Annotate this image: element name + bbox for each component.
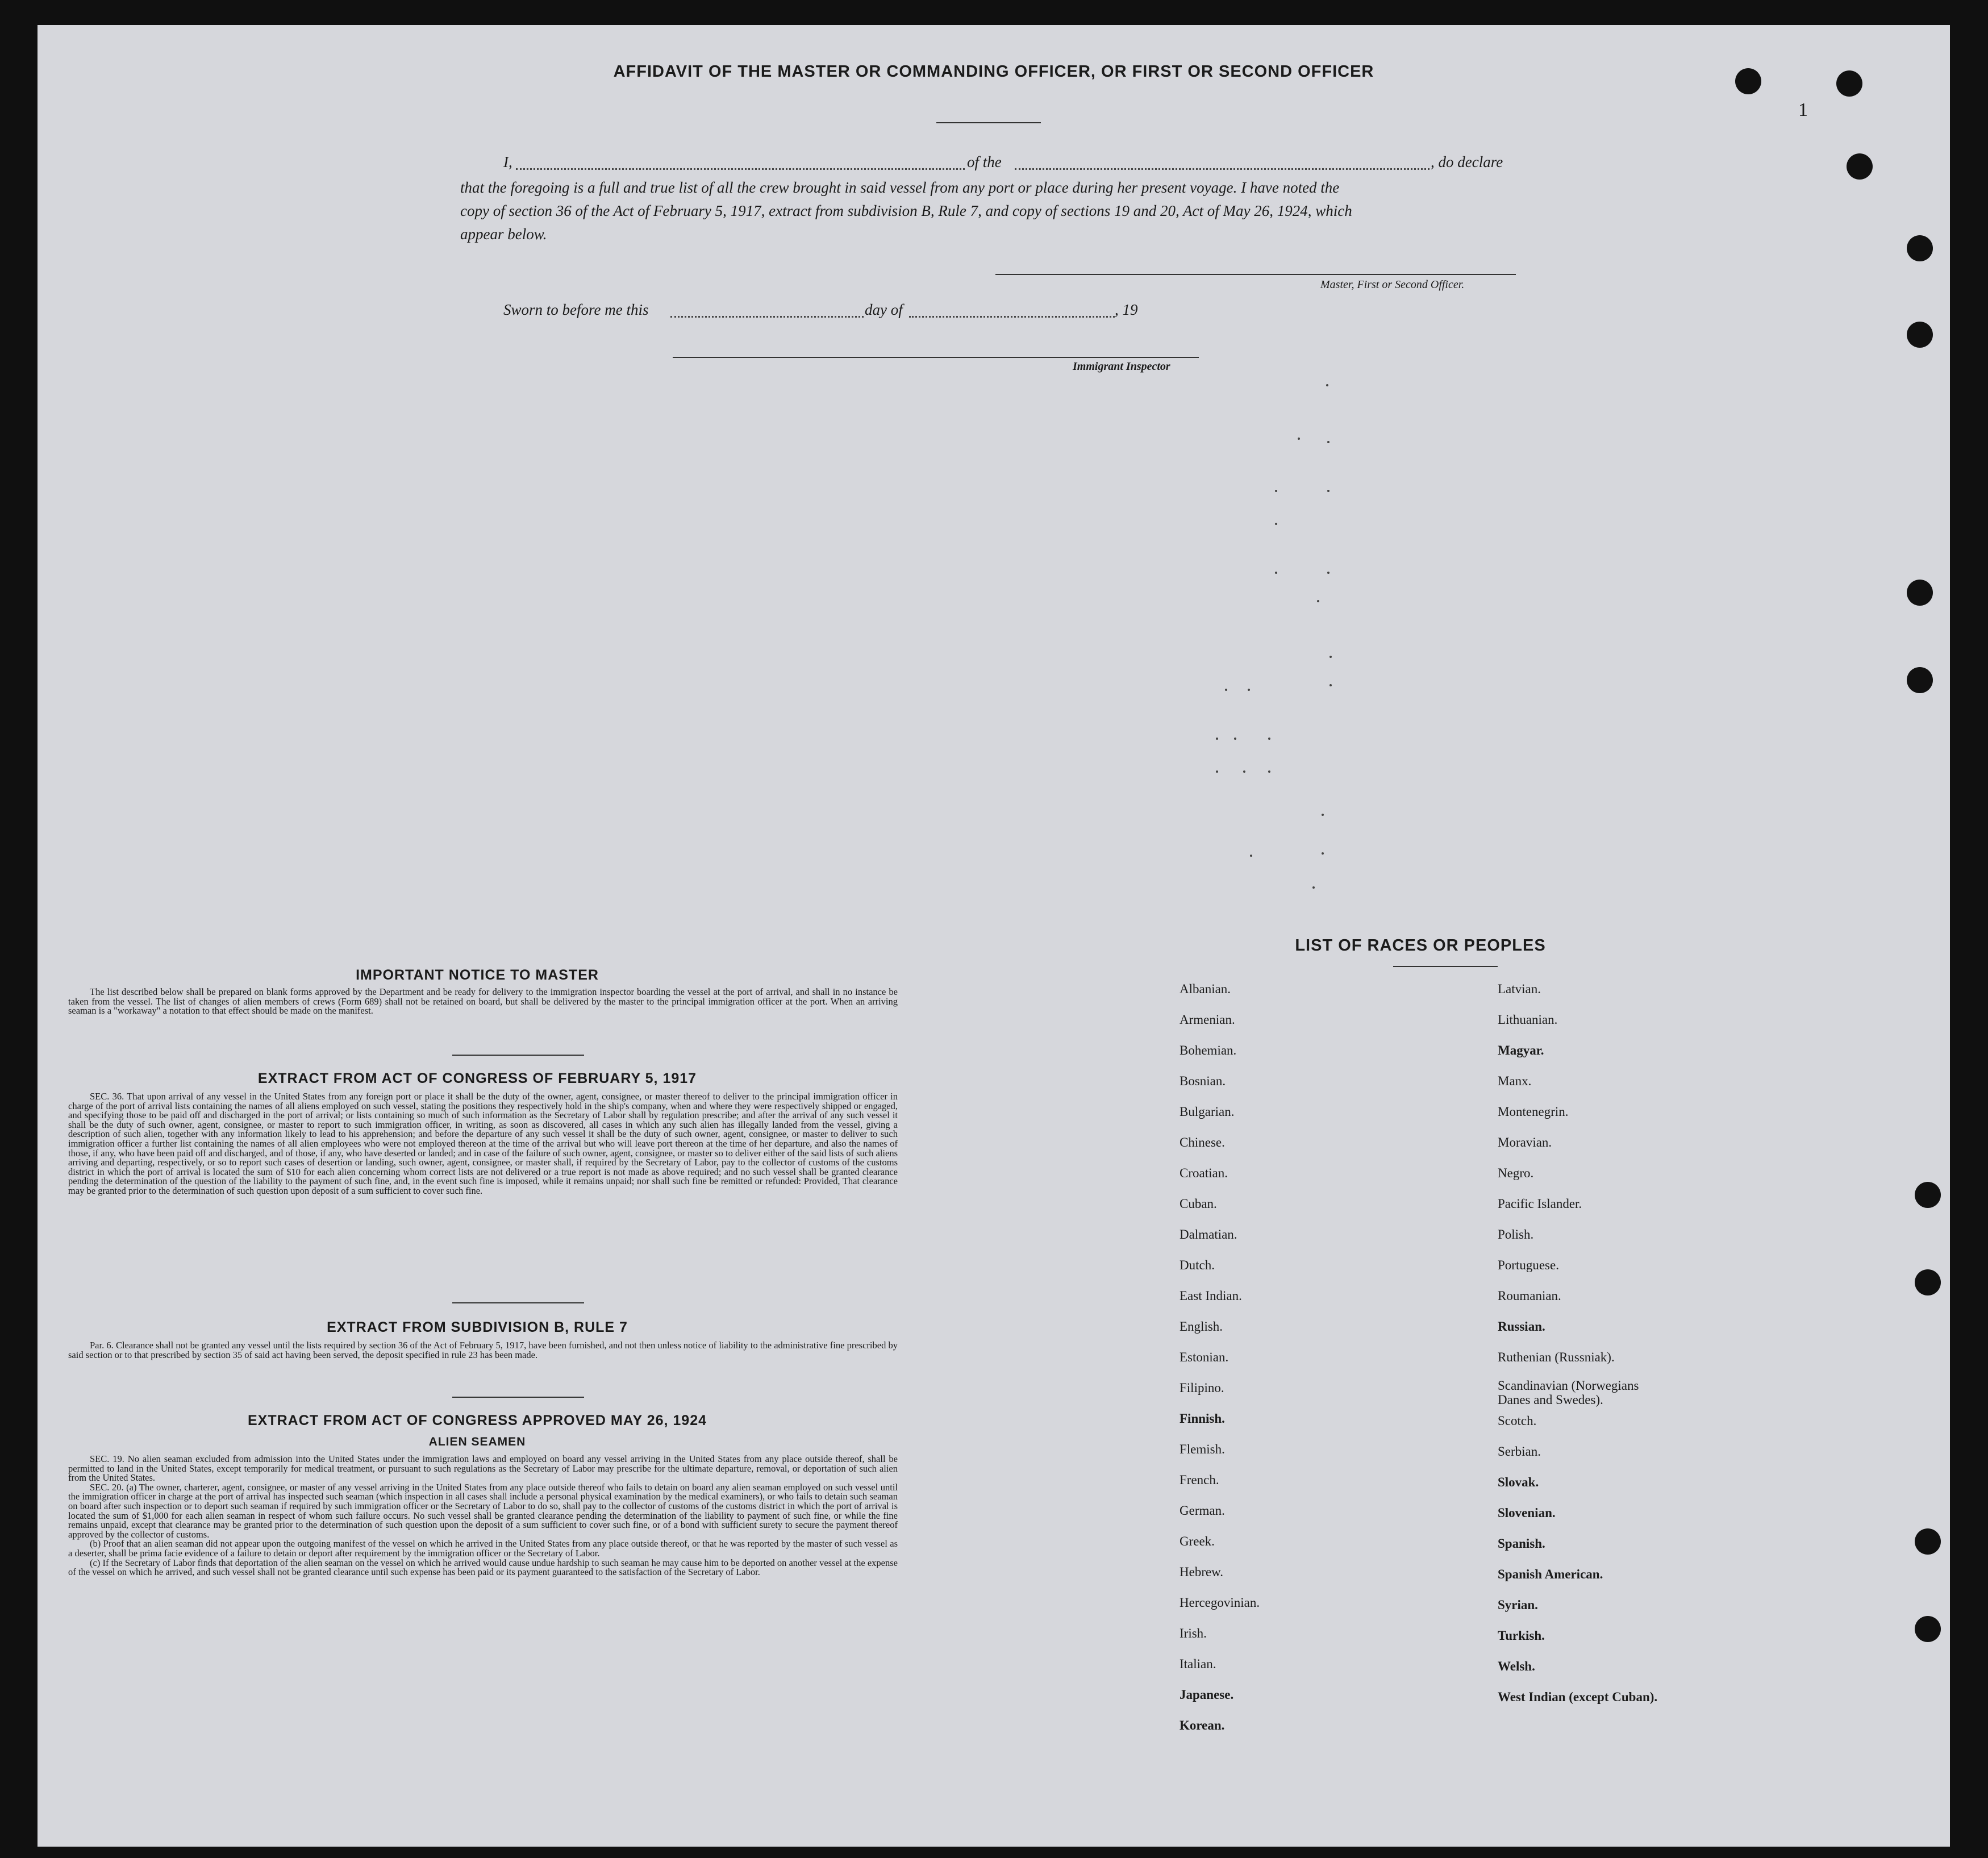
- section-divider: [452, 1302, 584, 1303]
- master-signature-caption: Master, First or Second Officer.: [1320, 278, 1465, 291]
- race-item: Armenian.: [1180, 1013, 1235, 1027]
- binder-hole: [1907, 235, 1933, 261]
- race-item: Turkish.: [1498, 1628, 1545, 1643]
- sworn-label: Sworn to before me this: [503, 301, 649, 318]
- race-item: Pacific Islander.: [1498, 1197, 1582, 1211]
- section-divider: [452, 1055, 584, 1056]
- declare-text: , do declare: [1431, 153, 1503, 170]
- race-item: Dalmatian.: [1180, 1227, 1237, 1242]
- race-item: Slovak.: [1498, 1475, 1539, 1489]
- notice-paragraph: The list described below shall be prepared on blank forms approved by the Department and be ready for delivery to the immigration inspector boarding the vessel at the port of arrival, and shall in no instance be taken from the vessel. The list of changes of alien members of crews (Form 689) shall not be retained on board, but shall be delivered by the master to the principal immigration officer at the port. When an arriving seaman is a "workaway" a notation to that effect should be made on the manifest.: [68, 986, 898, 1017]
- binder-hole: [1915, 1616, 1941, 1642]
- race-item: Chinese.: [1180, 1135, 1225, 1149]
- race-item: Estonian.: [1180, 1350, 1229, 1364]
- race-item: Russian.: [1498, 1319, 1545, 1334]
- page-number: 1: [1798, 99, 1808, 120]
- extract-1917-text: [68, 1092, 898, 1196]
- affidavit-body-line: appear below.: [460, 226, 547, 243]
- race-item: Latvian.: [1498, 982, 1541, 996]
- race-item: Greek.: [1180, 1534, 1215, 1548]
- binder-hole: [1907, 322, 1933, 348]
- master-signature-line[interactable]: [995, 274, 1516, 275]
- declarant-name-field[interactable]: [516, 168, 965, 170]
- extract-1917-title: EXTRACT FROM ACT OF CONGRESS OF FEBRUARY 5, 1917: [257, 1070, 697, 1086]
- race-item: Filipino.: [1180, 1381, 1224, 1395]
- extract-1924-text: [68, 1455, 898, 1577]
- sec20b-paragraph: (b) Proof that an alien seaman did not appear upon the outgoing manifest of the vessel on which he arrived in the United States from any place outside thereof, or that he was reported by the master of such vessel as a deserter, shall be prima facie evidence of a failure to detain or deport after requirement by the immigration officer or the Secretary of Labor.: [68, 1538, 898, 1559]
- race-item: Cuban.: [1180, 1197, 1217, 1211]
- race-item: Croatian.: [1180, 1166, 1228, 1180]
- races-divider: [1393, 966, 1498, 967]
- race-item: Welsh.: [1498, 1659, 1535, 1673]
- binder-hole: [1907, 667, 1933, 693]
- race-item: German.: [1180, 1503, 1225, 1518]
- race-item: Spanish.: [1498, 1536, 1545, 1551]
- binder-hole: [1847, 153, 1873, 180]
- races-title: LIST OF RACES OR PEOPLES: [1295, 936, 1546, 955]
- affidavit-body-line: that the foregoing is a full and true list of all the crew brought in said vessel from any port or place during her present voyage. I have noted the: [460, 179, 1340, 196]
- race-item: Manx.: [1498, 1074, 1532, 1088]
- race-item: Bosnian.: [1180, 1074, 1226, 1088]
- inspector-caption: Immigrant Inspector: [1073, 360, 1170, 373]
- race-item: French.: [1180, 1473, 1219, 1487]
- race-item: Lithuanian.: [1498, 1013, 1558, 1027]
- rule7-text: [68, 1341, 898, 1360]
- affidavit-title: AFFIDAVIT OF THE MASTER OR COMMANDING OFFICER, OR FIRST OR SECOND OFFICER: [613, 63, 1374, 81]
- extract-1924-title: EXTRACT FROM ACT OF CONGRESS APPROVED MAY 26, 1924: [247, 1413, 707, 1428]
- section-divider: [452, 1397, 584, 1398]
- race-item: Scandinavian (Norwegians Danes and Swedes).: [1498, 1378, 1639, 1407]
- race-item: Japanese.: [1180, 1688, 1234, 1702]
- race-item: Korean.: [1180, 1718, 1225, 1732]
- race-item: Montenegrin.: [1498, 1105, 1569, 1119]
- race-item: English.: [1180, 1319, 1223, 1334]
- alien-seamen-subtitle: ALIEN SEAMEN: [428, 1435, 526, 1448]
- race-item: Portuguese.: [1498, 1258, 1559, 1272]
- vessel-label: of the: [967, 153, 1002, 170]
- race-item: Slovenian.: [1498, 1506, 1556, 1520]
- sworn-month-field[interactable]: [909, 316, 1115, 318]
- race-item: East Indian.: [1180, 1289, 1242, 1303]
- race-item: Serbian.: [1498, 1444, 1541, 1459]
- race-item: Irish.: [1180, 1626, 1207, 1640]
- race-item: Flemish.: [1180, 1442, 1225, 1456]
- day-of-label: day of: [865, 301, 903, 318]
- affidavit-body-line: copy of section 36 of the Act of February 5, 1917, extract from subdivision B, Rule 7, and copy of sections 19 and 20, Act of May 26, 1924, which: [460, 202, 1352, 219]
- race-item: Magyar.: [1498, 1043, 1544, 1057]
- sworn-day-field[interactable]: [670, 316, 864, 318]
- binder-hole: [1907, 580, 1933, 606]
- race-item: Italian.: [1180, 1657, 1216, 1671]
- race-item: Polish.: [1498, 1227, 1534, 1242]
- declarant-label: I,: [503, 153, 512, 170]
- race-item: Hercegovinian.: [1180, 1595, 1260, 1610]
- sec20a-paragraph: SEC. 20. (a) The owner, charterer, agent, consignee, or master of any vessel arriving in the United States from any place outside thereof who fails to detain on board any alien seaman employed on such vessel until the immigration officer in charge at the port of arrival has inspected such seaman (which inspection in all cases shall include a personal physical examination by the medical examiners), or who fails to detain such seaman on board after such inspection or to deport such seaman if required by such immigration officer or the Secretary of Labor to do so, shall pay to the collector of customs of the customs district in which the port of arrival is located the sum of $1,000 for each alien seaman in respect of whom such failure occurs. No such vessel shall be granted clearance pending the determination of the liability to payment of such fine, or while the fine remains unpaid, except that clearance may be granted prior to the determination of such question upon the deposit of a sum sufficient to cover such fine, or of a bond with sufficient surety to secure the payment thereof approved by the collector of customs.: [68, 1481, 898, 1540]
- race-item: Roumanian.: [1498, 1289, 1561, 1303]
- binder-hole: [1915, 1182, 1941, 1208]
- race-item: Albanian.: [1180, 982, 1231, 996]
- race-item: Bulgarian.: [1180, 1105, 1235, 1119]
- par6-paragraph: Par. 6. Clearance shall not be granted any vessel until the lists required by section 36 of the Act of February 5, 1917, have been furnished, and not then unless notice of liability to the administrative fine prescribed by said section or to that prescribed by section 35 of said act having been served, the deposit specified in rule 23 has been made.: [68, 1340, 898, 1360]
- race-item: West Indian (except Cuban).: [1498, 1690, 1658, 1704]
- race-item: Negro.: [1498, 1166, 1534, 1180]
- binder-hole: [1915, 1269, 1941, 1295]
- race-item: Finnish.: [1180, 1411, 1225, 1426]
- title-divider: [936, 122, 1041, 123]
- vessel-name-field[interactable]: [1015, 168, 1429, 170]
- sec20c-paragraph: (c) If the Secretary of Labor finds that deportation of the alien seaman on the vessel on which he arrived would cause undue hardship to such seaman he may cause him to be deported on another vessel at the expense of the vessel on which he arrived, and such vessel shall not be granted clearance until such expense has been paid or its payment guaranteed to the satisfaction of the Secretary of Labor.: [68, 1557, 898, 1578]
- notice-title: IMPORTANT NOTICE TO MASTER: [356, 967, 599, 983]
- sec36-paragraph: SEC. 36. That upon arrival of any vessel in the United States from any foreign port or place it shall be the duty of the owner, agent, consignee, or master thereof to deliver to the principal immigration officer in charge of the port of arrival lists containing the names of all aliens employed on such vessel, stating the positions they respectively hold in the ship's company, when and where they were respectively shipped or engaged, and specifying those to be paid off and discharged in the port of arrival; or lists containing so much of such information as the Secretary of Labor shall by regulation prescribe; and after the arrival of any such vessel it shall be the duty of such owner, agent, consignee, or master to report to such immigration officer, in writing, as soon as discovered, all cases in which any such alien has illegally landed from the vessel, giving a description of such alien, together with any information likely to lead to his apprehension; and before the departure of any such vessel it shall be the duty of such owner, agent, consignee, or master to deliver to such immigration officer a further list containing the names of all alien employees who were not employed thereon at the time of the arrival but who will leave port thereon at the time of her departure, and also the names of those, if any, who have been paid off and discharged, and of those, if any, who have deserted or landed; and in case of the failure of such owner, agent, consignee, or master so to deliver either of the said lists of such aliens arriving and departing, respectively, or so to report such cases of desertion or landing, such owner, agent, consignee, or master shall, if required by the Secretary of Labor, pay to the collector of customs of the customs district in which the port of arrival is located the sum of $10 for each alien concerning whom correct lists are not delivered or a true report is not made as above required; and no such vessel shall be granted clearance pending the determination of the question of the liability to the payment of such fine, and, in the event such fine is imposed, while it remains unpaid; nor shall such fine be remitted or refunded: Provided, That clearance may be granted prior to the determination of such question upon deposit of a sum sufficient to cover such fine.: [68, 1091, 898, 1196]
- binder-hole: [1915, 1528, 1941, 1555]
- inspector-signature-line[interactable]: [673, 357, 1199, 358]
- notice-text: [68, 988, 898, 1016]
- race-item: Spanish American.: [1498, 1567, 1603, 1581]
- year-label: , 19: [1115, 301, 1138, 318]
- race-item: Ruthenian (Russniak).: [1498, 1350, 1615, 1364]
- rule7-title: EXTRACT FROM SUBDIVISION B, RULE 7: [327, 1319, 628, 1335]
- race-item: Hebrew.: [1180, 1565, 1224, 1579]
- race-item: Bohemian.: [1180, 1043, 1237, 1057]
- sec19-paragraph: SEC. 19. No alien seaman excluded from admission into the United States under the immigration laws and employed on board any vessel arriving in the United States from any place outside thereof, shall be permitted to land in the United States, except temporarily for medical treatment, or pursuant to such regulations as the Secretary of Labor may prescribe for the ultimate departure, removal, or deportation of such alien from the United States.: [68, 1453, 898, 1484]
- race-item: Moravian.: [1498, 1135, 1552, 1149]
- race-item: Scotch.: [1498, 1414, 1537, 1428]
- affidavit-body: [460, 176, 1523, 246]
- race-item: Dutch.: [1180, 1258, 1215, 1272]
- race-item: Syrian.: [1498, 1598, 1538, 1612]
